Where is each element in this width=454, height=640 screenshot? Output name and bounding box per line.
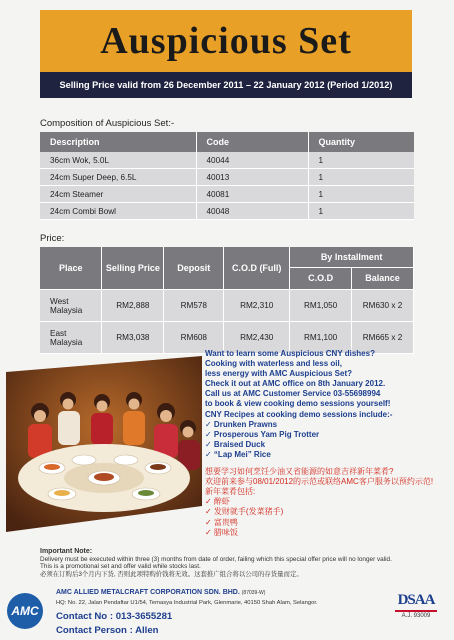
- promo-line: CNY Recipes at cooking demo sessions include:-: [205, 409, 393, 419]
- cell-deposit: RM578: [164, 290, 224, 322]
- cell-code: 40048: [196, 203, 308, 220]
- company-name: [56, 589, 265, 596]
- price-label: Price:: [40, 233, 65, 244]
- promo-text: [205, 349, 445, 538]
- cell-quantity: 1: [308, 186, 414, 203]
- recipe-item: ✓ Drunken Prawns: [205, 419, 278, 429]
- table-row: [40, 152, 414, 169]
- cell-selling-price: RM2,888: [102, 290, 164, 322]
- cell-selling-price: RM3,038: [102, 322, 164, 354]
- promo-line: Call us at AMC Customer Service 03-55698994: [205, 389, 381, 399]
- col-quantity: Quantity: [308, 132, 414, 152]
- cell-installment-cod: RM1,050: [290, 290, 352, 322]
- cell-description: 24cm Combi Bowl: [40, 203, 196, 220]
- cell-quantity: 1: [308, 169, 414, 186]
- promo-chinese: [205, 467, 445, 538]
- col-code: Code: [196, 132, 308, 152]
- cell-installment-balance: RM665 x 2: [352, 322, 414, 354]
- company-address: HQ: No. 22, Jalan Pendaftar U1/54, Temasya Industrial Park, Glenmarie, 40150 Shah Alam, Selangor.: [56, 600, 318, 606]
- cell-description: 24cm Super Deep, 6.5L: [40, 169, 196, 186]
- cell-code: 40044: [196, 152, 308, 169]
- table-row: [40, 290, 414, 322]
- col-installment: By Installment: [290, 247, 414, 268]
- note-title: Important Note:: [40, 548, 93, 555]
- promo-line: Cooking with waterless and less oil,: [205, 359, 342, 369]
- cell-code: 40013: [196, 169, 308, 186]
- note-line: 必须在订购后3个月内下货, 否则此项特购价钱将无效。这套推广组合将以公司的存货量而定。: [40, 570, 303, 578]
- company-reg: (87039-W): [241, 590, 266, 596]
- col-description: Description: [40, 132, 196, 152]
- composition-label: Composition of Auspicious Set:-: [40, 118, 175, 129]
- promo-english: [205, 349, 445, 460]
- col-cod-full: C.O.D (Full): [224, 247, 290, 290]
- composition-table: [40, 132, 414, 220]
- note-line: Delivery must be executed within three (3) months from date of order, failing which this special offer price will no longer valid.: [40, 555, 392, 563]
- table-row: [40, 169, 414, 186]
- validity-bar: Selling Price valid from 26 December 2011 – 22 January 2012 (Period 1/2012): [40, 72, 412, 98]
- col-installment-balance: Balance: [352, 268, 414, 290]
- dsa-logo: [391, 592, 441, 632]
- recipe-item: ✓ 富贵鸭: [205, 517, 238, 527]
- cell-installment-balance: RM630 x 2: [352, 290, 414, 322]
- cell-cod-full: RM2,430: [224, 322, 290, 354]
- amc-logo: [7, 593, 43, 629]
- logo-text: AMC: [11, 604, 39, 618]
- cell-place: West Malaysia: [40, 290, 102, 322]
- cell-description: 36cm Wok, 5.0L: [40, 152, 196, 169]
- important-note: [40, 548, 400, 578]
- cell-description: 24cm Steamer: [40, 186, 196, 203]
- note-line: This is a promotional set and offer valid while stocks last.: [40, 563, 201, 571]
- cell-code: 40081: [196, 186, 308, 203]
- table-row: [40, 186, 414, 203]
- cell-quantity: 1: [308, 203, 414, 220]
- promo-line: less energy with AMC Auspicious Set?: [205, 369, 352, 379]
- promo-line: Check it out at AMC office on 8th January 2012.: [205, 379, 386, 389]
- page-title: Auspicious Set: [100, 20, 352, 62]
- title-banner: [40, 10, 412, 72]
- contact-number: Contact No : 013-3655281: [56, 611, 173, 622]
- recipe-item: ✓ 发财就手(发菜猪手): [205, 507, 284, 517]
- col-deposit: Deposit: [164, 247, 224, 290]
- family-dinner-photo: [6, 356, 202, 532]
- promo-line: 新年菜肴包括:: [205, 487, 256, 497]
- promo-line: to book & view cooking demo sessions yourself!: [205, 399, 391, 409]
- promo-line: Want to learn some Auspicious CNY dishes?: [205, 349, 375, 358]
- col-installment-cod: C.O.D: [290, 268, 352, 290]
- dsa-mark: DSAA: [397, 592, 435, 608]
- promo-line: 想要学习如何烹饪少油又省能源的如意吉祥新年菜肴?: [205, 467, 394, 477]
- col-selling-price: Selling Price: [102, 247, 164, 290]
- table-header-row: [40, 132, 414, 152]
- cell-deposit: RM608: [164, 322, 224, 354]
- cell-place: East Malaysia: [40, 322, 102, 354]
- col-place: Place: [40, 247, 102, 290]
- cell-installment-cod: RM1,100: [290, 322, 352, 354]
- recipe-item: ✓ “Lap Mei” Rice: [205, 449, 271, 459]
- price-table: [40, 247, 414, 354]
- promo-line: 欢迎前来参与08/01/2012的示范或联络AMC客户服务以预约示范!: [205, 477, 434, 487]
- table-row: [40, 203, 414, 220]
- company-name-text: AMC ALLIED METALCRAFT CORPORATION SDN. BHD.: [56, 589, 240, 596]
- dsa-number: A.J. 93009: [401, 613, 431, 619]
- recipe-item: ✓ 腊味饭: [205, 527, 238, 537]
- recipe-item: ✓ Prosperous Yam Pig Trotter: [205, 429, 320, 439]
- contact-person: Contact Person : Allen: [56, 625, 159, 636]
- dsa-divider: [395, 610, 437, 612]
- table-header-row: [40, 247, 414, 268]
- recipe-item: ✓ Braised Duck: [205, 439, 266, 449]
- cell-cod-full: RM2,310: [224, 290, 290, 322]
- cell-quantity: 1: [308, 152, 414, 169]
- recipe-item: ✓ 醉虾: [205, 497, 230, 507]
